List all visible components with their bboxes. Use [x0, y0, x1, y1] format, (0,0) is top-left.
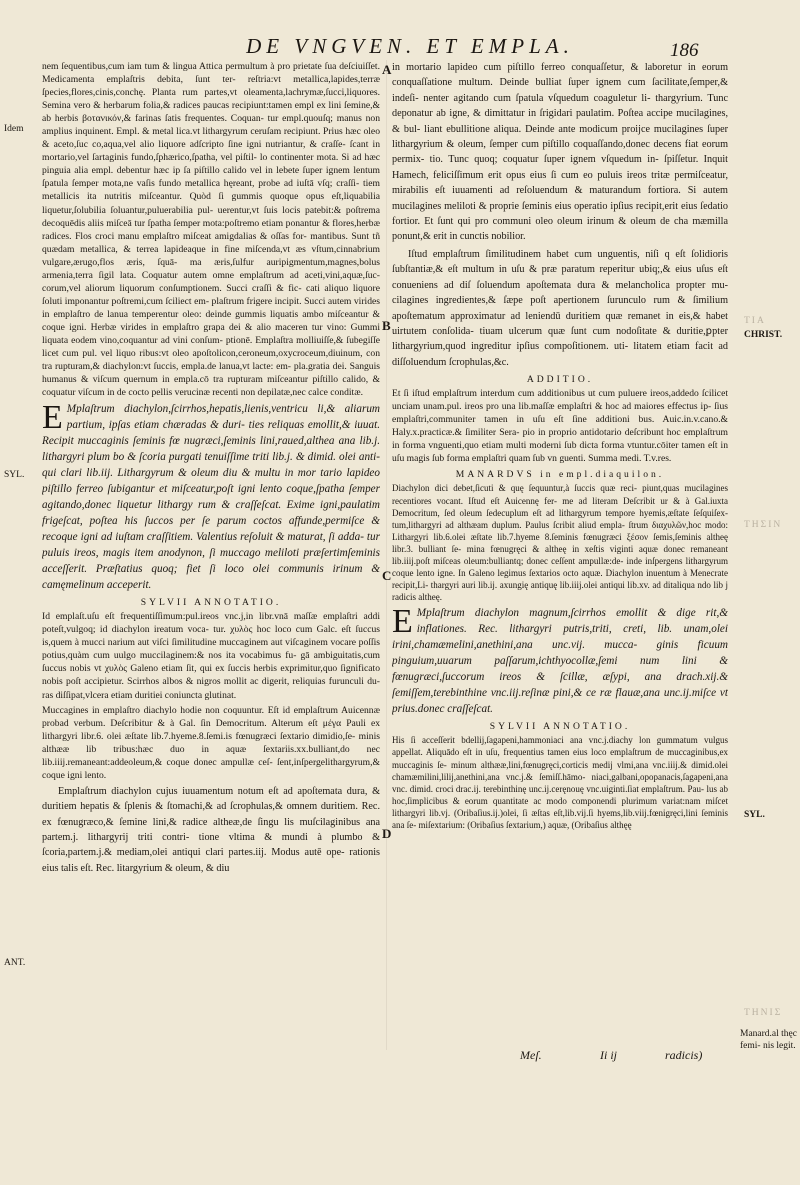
text-paragraph — [42, 784, 380, 876]
margin-note-idem: Idem — [4, 124, 24, 134]
right-column — [392, 60, 728, 1060]
text-paragraph — [392, 247, 728, 370]
signature-mark: Ii ij — [600, 1048, 617, 1062]
margin-faded-mark-1: ΤΙΑ — [744, 316, 766, 326]
section-heading: SYLVII ANNOTATIO. — [140, 597, 282, 609]
section-letter-c: C — [382, 568, 392, 583]
paragraph-text: Id emplaſt.uſu eſt frequentiſſimum:pul.ireos vnc.j,in libr.vnā maſſæ emplaſtri addi poteſt,vulgoq; id diachylon ireatum voca- tur. χυλὸς hoc loco cum Galc. eſt ſuccus is,quem à mucci narium aut viſci ſimilitudine muccaginem aut viſcaginem vocare poſſis potius,quàm cum uulgo muccilaginem:& nos ita vocabimus fu- gā ambiguitatis,cum ſuccus nobis vt χυλὸς Galeno etiam ſit, qui ex ſuccis herbis exprimitur,quo ſignificato nobis poſt accipietur. Scirrhos albos & nigros mollit ac digerit, reliquias furunculi du- ras diſſipat,vlcera etiam duritiei coniuncta glutinat. — [42, 611, 380, 701]
paragraph-text: Et ſi iſtud emplaſtrum interdum cum additionibus ut cum puluere ireos,addedo ſcilicet unciam unam.pul. ireos pro una lib.maſſæ emplaſtri & hoc ad maiores effectus ip- ſius emplaſtri,communiter tamen in uſu eſt ſine additioni bus. Auic.in.v.cano.& Haly.x.practicæ.& ſimiliter Sera- pio in proprio antidotario deſcribunt hoc emplaſtrum in forma vnguenti,quo etiam multi moderni ſub dicta forma vtuntur.cōiter tamen eſt in uſu magis ſub forma emplaſtri quam ſub vn guenti. Summa medi. T.v.res. — [392, 388, 728, 465]
column-gutter — [386, 60, 387, 1050]
text-paragraph — [392, 734, 728, 831]
text-paragraph — [392, 60, 728, 245]
margin-note-manard: Manard.al thęc femi- nis legit. — [740, 1029, 797, 1051]
margin-note-ant: ANT. — [4, 958, 26, 968]
text-paragraph — [392, 387, 728, 465]
margin-faded-mark-3: ΤΗΝΙΣ — [744, 1008, 783, 1018]
catchword-left: Meſ. — [520, 1048, 542, 1062]
text-paragraph — [42, 610, 380, 701]
paragraph-text: in mortario lapideo cum piſtillo ferreo conquaſſetur, & laboretur in eorum conquaſſatione multum. Deinde bulliat ſuper ignem cum ſacilitate,ſemper,& indeſi- nenter agitando cum ſpatula vſquedum coaguletur li- thargyrium. Tunc deponatur ab igne, & dimittatur in ſrigidari paulatim. Poſtea accipe mucilagines, & bul- liant ebullitione aliqua. Deinde ante modicum proijce mucilagines ſuper lithargyrium & oleum, ſemper cum piſtillo coquaſſando,donec decens fiat eorum permix- tio. Tunc quoq; coquatur ſuper ignem vſquedum in- ſpiſſetur. Inquit Hamech, feliciſſimum erit opus eius ſi cum eo puluis ireos tritæ permiſceatur, mirabilis eſt iuuamenti ad reſoluendum & maturandum fortiora. Si autem mucilagines meliloti & proprie ſeminis eius operatio ipſius recipit,erit eius ſedatio fortior. Et ſunt qui pro communi oleo oleum irinum & oleum de cha mæmilla ponunt,& erit in cunctis nobilior. — [392, 62, 728, 243]
paragraph-text: Mplaſtrum diachylon magnum,ſcirrhos emollit & dige rit,& inflationes. Rec. lithargyri putris,triti, creti, lib. unam,olei irini,chamæmelini,anethini,ana unc.vij. mucca- ginis ficuum pinguium,uuarum paſſarum,ichthyocollæ,ſemi num lini & fœnugræci,ſuccorum ireos & ſcillæ, æſypi, ana drach.xij.& ſemiſſem,terebinthine vnc.iij.reſinæ pini,& ce ræ flauæ,ana unc.ij.miſce vt prius.donec craſſeſcat. — [392, 607, 728, 716]
paragraph-text: His ſi acceſſerit bdellij,ſagapeni,hammoniaci ana vnc.j.diachy lon gummatum vulgus appellat. Aliquādo eſt in uſu, frequentius tamen eius loco emplaſtrum de muccaginibus,ex muccaginis ſe- minum althææ,lini,fœnugręci,corticis medij vlmi,ana vnc.iiij.& dimid.olei chamæmilini,lilij,anethini,ana vnc.j.& ſemiſſ.hāmo- niaci,galbani,opopanacis,ſagapeni,ana vnc. dimid. croci drac.ij. terebinthinę unc.ij.ceręnouę vnc.uiginti.ſiat emplaſtrum. Pau- lus ab hoc,ſimplicibus & eorum quantitate ac modo componendi plurimum variat:nam miſcet lithargyri lib.vj. (Oribaſius.ij.)olei, ſi æſtas eſt,lib.vij.ſi hyems,lib.viij.fœnigręci,lini ſeminis ana ſe- miſextarium: (Oribaſius ſextarium,) aquæ, (Oribaſius althęę — [392, 735, 728, 830]
paragraph-text: nem ſequentibus,cum iam tum & lingua Attica permultum à pro prietate ſua deſciuiſſet. Medicamenta emplaſtris debita, ſunt ter- reſtria:vt metallica,lapides,terræ ſpecies,flores,cinis,conchę. Planta rum partes,vt oleamenta,lachrymæ,ſucci,liquores. Semina vero & herbarum folia,& radices paucas recipiunt:tamen empl ex lini ſemine,& ab herbis βοτανικόν,& farinas ſatis frequentes. Coquan- tur empl.quouſq; manus non amplius inquinent. Empl. & metal lica.vt lithargyrum ceruſam recipiunt. Prius hæc oleo & aceto,ſuc co,aqua,vel alio liquore adſcripto ſine igni nutriantur, & craſſe- ſcant in mortario,vel ſartaginis fundo,ſphærico,ſpatha, vel piſtil- lo continenter mota. Si ad hæc pinguia alia empl. debentur hæc ip ſa piſtillo calido vel in lebete ſuper ignem lentum ſpatula ſemper mota,ne vaſis fundo metallica hęreant, probe ad iuſtā vſq; craſſi- tiem metallicis ita nutritis miſceantur. Quòd ſi gummis quoque opus eſt,liquabilia liquetur,ſolubilia ſoluantur,puluerabilia pul- uerentur,vt ſuis locis patebit:& poſtrema decoquēdis aliis miſceā tur ſpatha ſemper mota:poſtremo etiam ponantur & flores,herbæ radices. Flos croci manu emplaſtro miſceat amigdalias & oſſas for- mantibus. Sunt tñ quædam metallica, & terrea lapideaque in fine miſcenda,vt æs vſtum,cinnabrium vulgare,ærugo,flos æris, ſquā- ma æris,ſulfur auripigmentum,magnes,bolus armenia,terra ſigil lata. Coquatur autem omne emplaſtrum ad aceti,vini,aquæ,ſuc- corum,vel aliorum liquorum conſumptionem. Succi craſſi & fic- cati aliquo liquore ſoluti imponantur poſtremi,cum ſciliect em- plaſtrum frigere incipit. Succi autem virides in emplaſtro de lanua temperentur oleo: deinde gummis liquatis ambo miſceantur & coque igni. Herbæ virides in emplaſtro grapa dei & alio maceren tur vino: Gummi liquata eodem vino,coquantur ad vini conſum- ptionē. Emplaſtra molliuiſſe,& ſubegiſſe licet cum pul. vel liquo ribus:vt oleo apoſtolicon,ceroneum,oxycroceum,diuinum, con tra rupturam,& diachylon:vt ſuccis, empla.de lanua,vt lacte: em- pla.gratia dei. Sanguis humanus & viſcum quernum in empla.cō tra rupturam miſceantur piſtillo calido, & coquatur viſcum in de cocto pellis verucinæ recenti non depilatæ,nec calce conditæ. — [42, 61, 380, 399]
section-heading: MANARDVS in empl.diaquilon. — [455, 469, 665, 481]
left-column — [42, 60, 380, 1060]
paragraph-text: Muccagines in emplaſtro diachylo hodie non coquuntur. Eſt id emplaſtrum Auicennæ probad verbum. Deſcribitur & à Gal. ſin Democritum. Alterum eſt μέγα Pauli ex lithargyri libr.6. olei æſtate lib.7.hyeme.8.ſemi.is fœnugræci ſextario dimidio,ſe- minis althææ lib tribus:hæc duo in aquæ ſextariis.xx.bulliant,do nec lib.iiij.remaneant:addeoleum,& coque donec ampullæ ceſ- ſent,inſpergelithargyrum,& coque igni lento. — [42, 704, 380, 781]
running-head: DE VNGVEN. ET EMPLA. — [246, 34, 574, 58]
drop-cap: E — [392, 603, 413, 641]
text-paragraph — [42, 401, 380, 593]
text-paragraph — [392, 482, 728, 603]
margin-faded-mark-2: ΤΗΣΙΝ — [744, 520, 783, 530]
text-paragraph — [392, 605, 728, 717]
drop-cap: E — [42, 399, 63, 437]
margin-note-christ: CHRIST. — [744, 330, 783, 340]
text-paragraph — [42, 60, 380, 399]
section-letter-b: B — [382, 318, 391, 333]
paragraph-text: Iſtud emplaſtrum ſimilitudinem habet cum unguentis, niſi q eſt ſolidioris ſubſtantiæ,& eſt multum in uſu & præ paratum reperitur ubiq;,& eius uſus eſt conueniens ad diſ ſoluendum apoſtemata dura & melancholica propter mu- cilagines ingredientes,& ſæpe poſt apertionem ſurunculo rum & ſimilium apoſtematum approximatur ad leniendū duritiem quæ remanet in eis,& habet uirtutem conſolida- tiuam ulcerum quæ ſunt cum nodoſitate & duritie,ꝑpter lithargyrium,quod ingreditur ipſius compoſitionem. uti- litatem etiam facit ad diſſoluendum ſcrophulas,&c. — [392, 248, 728, 368]
catchword-right: radicis) — [665, 1048, 703, 1062]
margin-note-syl: SYL. — [4, 470, 25, 480]
paragraph-text: Mplaſtrum diachylon,ſcirrhos,hepatis,lienis,ventricu li,& aliarum partium, ipſas etiam chæradas & duri- ties reliquas emollit,& iuuat. Recipit muccaginis ſeminis fœ nugræci,ſeminis lini,raued,althea ana lib.j. lithargyri plum bo & ſcoria purgati tenuiſſime triti lib.j. & dimid. olei anti- qui clari lib.iij. Lithargyrum & oleum diu & multu in mor tario lapideo piſtillo ferreo ſubigantur et miſceatur,poſt igni lento coque,ſpatha ſemper agitando,donec liquetur lithargy rum & craſſeſcat. Exime igni,paulatim frigeſcat, poſtea his ſuccos per ſe parum coctos affunde,permiſce & recoque igni ad iuſtam craſſitiem. Valentius reſoluit & maturat, ſi adda- tur puluis ireos, magis item anodynon, ſi muccago meliloti præſertimſeminis acceſſerit. Præſtatius quoq; fiet ſi loco olei communis irinum & camęmelinum acceperit. — [42, 403, 380, 592]
section-letter-a: A — [382, 62, 392, 77]
section-letter-d: D — [382, 826, 392, 841]
paragraph-text: Diachylon dici debet,ſicuti & quę ſequuntur,à ſuccis quæ reci- piunt,quas mucilagines recentiores vocant. Iſtud eſt Auicennę fer- me ad literam Deſcribit ur & à Gal.iuxta Democritum, ſed oleum ſedecuplum eſt ad lithargyrum tempore hyemis,æſtate ſeſquiſex- tum,lithargyri ad althæam duplum. Paulus ſcribit aliud empla- ſtrum διαχυλῶν,hoc modo: Lithargyri lib.6.olei æſtate lib.7.hyeme 8.ſeminis fœnugræci ξέσον ſemis,ſeminis altheę libr.3. bulliant ſe- mina fœnugręci & altheę in xeſtis viginti aquæ donec remaneant lib.iiij.poſt miſceas oleum:bulliantq; donec ceſſent ampullæ:de- inde inſpergens lithargyrum coque lento igne. In Galeno legimus ſextarios octo aquæ. Diachylon inuentum à Menecrate recipit,Li- thargyri auri lib.ij. axungię antiquę lib.iiij.olei antiqui lib.xv. ad ditaliqua ndo lib j radicis altheę. — [392, 483, 728, 603]
paragraph-text: Emplaſtrum diachylon cujus iuuamentum notum eſt ad apoſtemata dura, & duritiem hepatis & ſplenis & ſtomachi,& ad ſcrophulas,& omnem duritiem. Rec. ex fœnugræco,& ſemine lini,& radice altheæ,de ſingu lis muſcilaginibus ana partem.j. lithargyrij triti contri- tione vltima & mundi à plumbo & ſcoria,partem.j.& mediam,olei antiqui clari partes.iij. Modus autē ope- rationis eius talis eſt. Rec. litargyrium & oleum, & diu — [42, 785, 380, 874]
section-heading: SYLVII ANNOTATIO. — [489, 721, 631, 733]
margin-note-syl-right: SYL. — [744, 810, 765, 820]
section-heading: ADDITIO. — [526, 374, 594, 386]
page-number: 186 — [670, 40, 699, 61]
text-paragraph — [42, 704, 380, 782]
